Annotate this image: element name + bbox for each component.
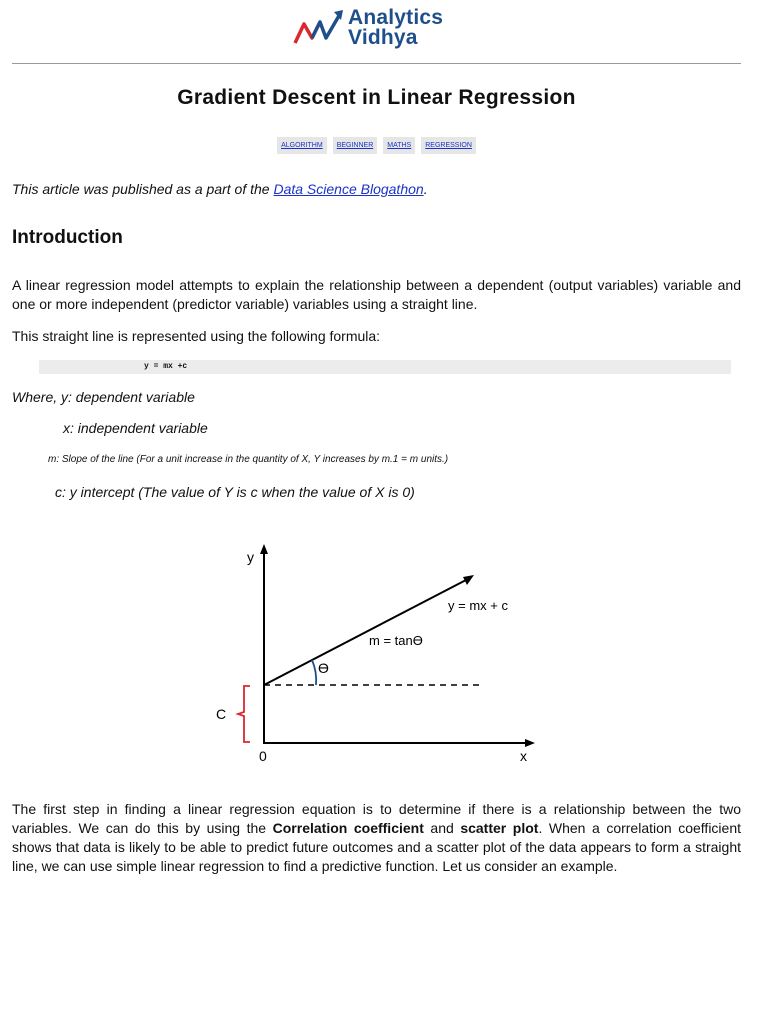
analytics-vidhya-logo[interactable]	[292, 8, 443, 48]
intro-p1-text: A linear regression model attempts to explain the relationship between a dependent (output variables) variable and one or more independent (predictor variable) variables using a straight line.	[12, 277, 741, 312]
intercept-label: C	[216, 706, 227, 722]
x-axis-label: x	[520, 748, 527, 764]
where-x	[63, 419, 663, 438]
logo-text	[348, 8, 443, 48]
article-title: Gradient Descent in Linear Regression	[177, 86, 576, 109]
intro-p2-text: This straight line is represented using the following formula:	[12, 328, 381, 344]
intro-heading: Introduction	[12, 227, 123, 248]
logo-mark-icon	[292, 8, 344, 48]
line-equation-label: y = mx + c	[448, 598, 508, 613]
relationship-text	[12, 800, 741, 876]
regression-line-arrow-icon	[463, 575, 474, 585]
where-c-text: c: y intercept (The value of Y is c when the value of X is 0)	[55, 484, 415, 500]
where-y-text: Where, y: dependent variable	[12, 389, 195, 405]
where-m-text: m: Slope of the line (For a unit increase in the quantity of X, Y increases by m.1 = m units.)	[48, 454, 449, 465]
regression-line	[264, 580, 466, 685]
header-divider	[12, 63, 741, 64]
angle-label: ϴ	[318, 660, 329, 676]
tag-algorithm[interactable]: ALGORITHM	[277, 137, 327, 154]
tag-maths[interactable]: MATHS	[383, 137, 415, 154]
where-x-text: x: independent variable	[63, 420, 208, 436]
y-axis-arrow-icon	[260, 544, 268, 554]
angle-arc	[312, 660, 316, 685]
intro-heading-wrap	[12, 227, 741, 249]
where-y	[12, 388, 741, 407]
intro-paragraph-2	[12, 327, 741, 346]
scatter-plot-term: scatter plot	[460, 820, 539, 836]
published-note	[12, 180, 741, 199]
correlation-coefficient-term: Correlation coefficient	[272, 820, 424, 836]
logo-line2: Vidhya	[348, 26, 418, 49]
intercept-brace-icon	[238, 686, 250, 742]
published-prefix: This article was published as a part of the	[12, 181, 274, 197]
logo-line1: Analytics	[348, 6, 444, 29]
where-c	[55, 483, 655, 502]
tag-beginner[interactable]: BEGINNER	[333, 137, 378, 154]
y-axis-label: y	[247, 549, 254, 565]
para-part-2: and	[423, 820, 461, 836]
para-part-3: . When a correlation coefficient shows that data is likely to be able to predict future outcomes and a scatter plot of the data appears to form a straight line, we can use simple linear regression to find a predictive function. Let us consider an example.	[12, 820, 742, 874]
blogathon-link[interactable]: Data Science Blogathon	[273, 181, 424, 197]
para-part-1: The first step in finding a linear regression equation is to determine if there is a relationship between the two variables. We can do this by using the	[12, 801, 741, 836]
origin-label: 0	[259, 748, 267, 764]
x-axis-arrow-icon	[525, 739, 535, 747]
formula-text: y = mx +c	[144, 362, 188, 371]
tag-list	[0, 137, 753, 154]
published-suffix: .	[423, 181, 428, 197]
relationship-paragraph	[12, 800, 741, 876]
where-m	[48, 453, 738, 466]
formula-code-block	[39, 360, 731, 374]
slope-label: m = tanϴ	[369, 633, 423, 648]
intro-paragraph-1	[12, 276, 741, 314]
site-header	[0, 0, 768, 64]
tag-regression[interactable]: REGRESSION	[421, 137, 476, 154]
linear-regression-diagram	[200, 540, 545, 770]
